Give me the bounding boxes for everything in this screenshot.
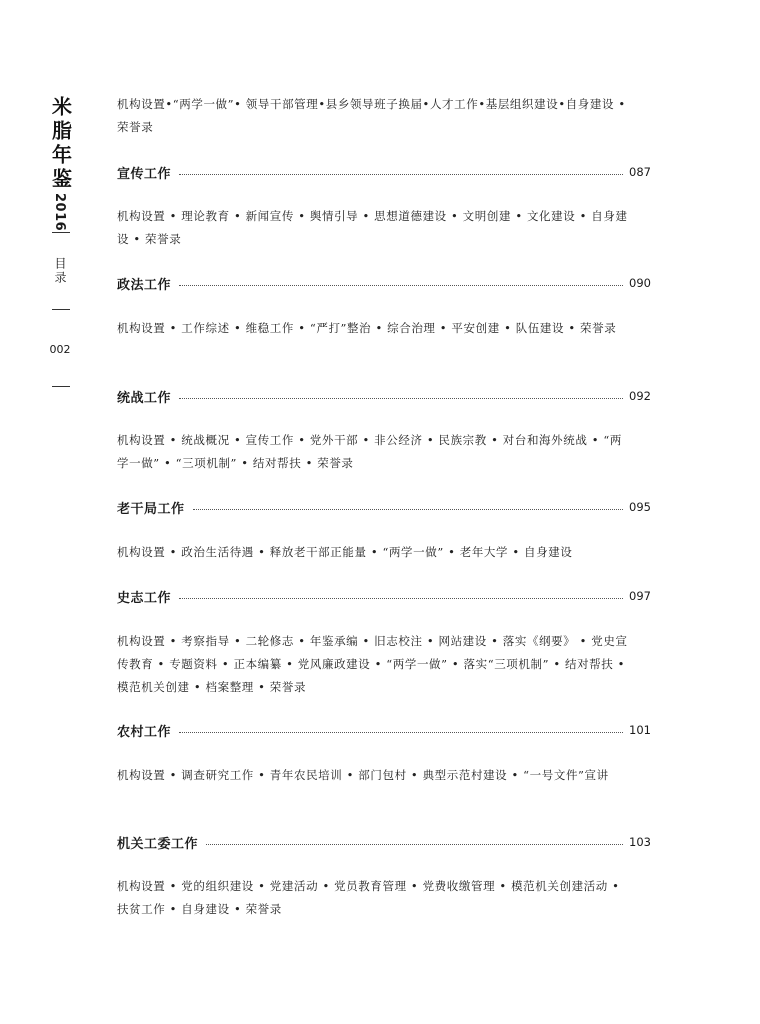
entry-title: 宣传工作 (117, 166, 172, 182)
toc-entry-united-front[interactable] (117, 386, 651, 406)
divider (52, 386, 70, 387)
divider (52, 232, 70, 233)
entry-page: 097 (629, 589, 651, 603)
entry-description: 机构设置 • 工作综述 • 维稳工作 • “严打”整治 • 综合治理 • 平安创建 • 队伍建设 • 荣誉录 (117, 321, 617, 335)
entry-title: 老干局工作 (117, 501, 185, 517)
page-number: 002 (49, 343, 71, 356)
section-label: 目录 (53, 257, 67, 285)
entry-description: 机构设置 • 统战概况 • 宣传工作 • 党外干部 • 非公经济 • 民族宗教 • 对台和海外统战 • “两学一做” • “三项机制” • 结对帮扶 • 荣誉录 (117, 433, 622, 470)
dot-leader (179, 285, 623, 286)
sidebar (0, 0, 100, 1024)
dot-leader (206, 844, 623, 845)
dot-leader (179, 732, 623, 733)
entry-page: 092 (629, 389, 651, 403)
entry-title: 政法工作 (117, 277, 172, 293)
book-title: 米脂年鉴 (48, 96, 73, 192)
entry-title: 农村工作 (117, 724, 172, 740)
dot-leader (179, 398, 623, 399)
entry-page: 090 (629, 276, 651, 290)
toc-entry-propaganda[interactable] (117, 162, 651, 182)
toc-entry-working-committee[interactable] (117, 832, 651, 852)
toc-entry-rural[interactable] (117, 720, 651, 740)
toc-entry-veteran-cadres[interactable] (117, 497, 651, 517)
year-label: 2016 (52, 193, 67, 232)
dot-leader (179, 174, 623, 175)
entry-description: 机构设置 • 理论教育 • 新闻宣传 • 舆情引导 • 思想道德建设 • 文明创建 • 文化建设 • 自身建设 • 荣誉录 (117, 209, 628, 246)
entry-page: 103 (629, 835, 651, 849)
entry-page: 095 (629, 500, 651, 514)
entry-description: 机构设置 • 党的组织建设 • 党建活动 • 党员教育管理 • 党费收缴管理 • 模范机关创建活动 • 扶贫工作 • 自身建设 • 荣誉录 (117, 879, 620, 916)
intro-description: 机构设置•“两学一做”• 领导干部管理•县乡领导班子换届•人才工作•基层组织建设•自身建设 • 荣誉录 (117, 97, 626, 134)
dot-leader (193, 509, 624, 510)
entry-title: 机关工委工作 (117, 836, 199, 852)
entry-title: 统战工作 (117, 390, 172, 406)
book-title-calligraphy (46, 96, 74, 192)
entry-description: 机构设置 • 政治生活待遇 • 释放老干部正能量 • “两学一做” • 老年大学 • 自身建设 (117, 545, 573, 559)
entry-description: 机构设置 • 调查研究工作 • 青年农民培训 • 部门包村 • 典型示范村建设 • “一号文件”宣讲 (117, 768, 609, 782)
entry-title: 史志工作 (117, 590, 172, 606)
entry-page: 087 (629, 165, 651, 179)
dot-leader (179, 598, 623, 599)
toc-entry-history[interactable] (117, 586, 651, 606)
toc-entry-legal[interactable] (117, 273, 651, 293)
divider (52, 309, 70, 310)
entry-description: 机构设置 • 考察指导 • 二轮修志 • 年鉴承编 • 旧志校注 • 网站建设 • 落实《纲要》 • 党史宣传教育 • 专题资料 • 正本编纂 • 党风廉政建设 • “两学一做” • 落实“三项机制” • 结对帮扶 • 模范机关创建 • 档案整理 • 荣誉录 (117, 634, 628, 694)
entry-page: 101 (629, 723, 651, 737)
